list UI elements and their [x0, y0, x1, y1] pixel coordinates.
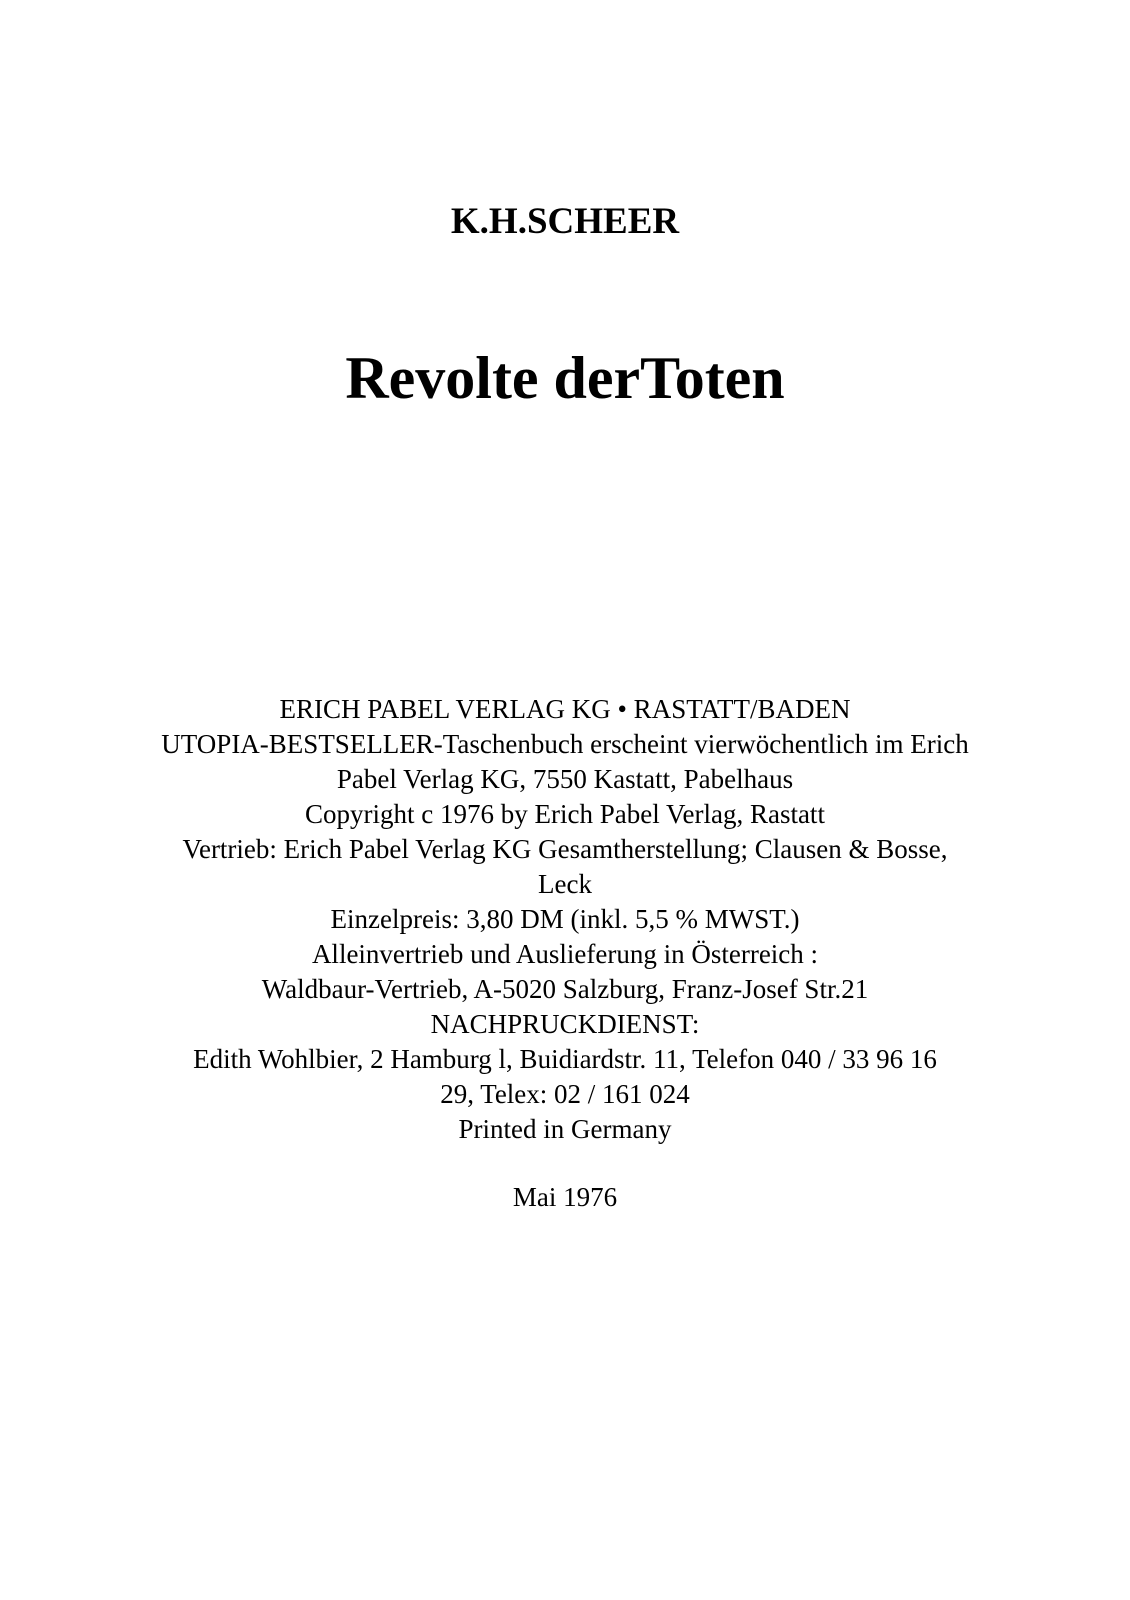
imprint-line: Copyright c 1976 by Erich Pabel Verlag, Rastatt [305, 799, 825, 829]
imprint-line: Vertrieb: Erich Pabel Verlag KG Gesamtherstellung; Clausen & Bosse, [182, 834, 948, 864]
imprint-line: Pabel Verlag KG, 7550 Kastatt, Pabelhaus [336, 764, 794, 794]
imprint-line: UTOPIA-BESTSELLER-Taschenbuch erscheint vierwöchentlich im Erich [161, 729, 969, 759]
imprint-line: Waldbaur-Vertrieb, A-5020 Salzburg, Franz-Josef Str.21 [261, 974, 869, 1004]
publication-date: Mai 1976 [512, 1182, 618, 1212]
imprint-line: Alleinvertrieb und Auslieferung in Österreich : [311, 939, 819, 969]
imprint-line: NACHPRUCKDIENST: [430, 1009, 700, 1039]
imprint-line: Edith Wohlbier, 2 Hamburg l, Buidiardstr. 11, Telefon 040 / 33 96 16 [193, 1044, 937, 1074]
imprint-line: Leck [538, 869, 592, 899]
imprint-line: 29, Telex: 02 / 161 024 [440, 1079, 690, 1109]
book-title: Revolte derToten [345, 345, 785, 411]
imprint-line: Einzelpreis: 3,80 DM (inkl. 5,5 % MWST.) [330, 904, 800, 934]
author-name: K.H.SCHEER [450, 201, 680, 242]
publisher-imprint [80, 692, 1050, 1147]
imprint-line: ERICH PABEL VERLAG KG • RASTATT/BADEN [279, 694, 851, 724]
imprint-line: Printed in Germany [458, 1114, 672, 1144]
